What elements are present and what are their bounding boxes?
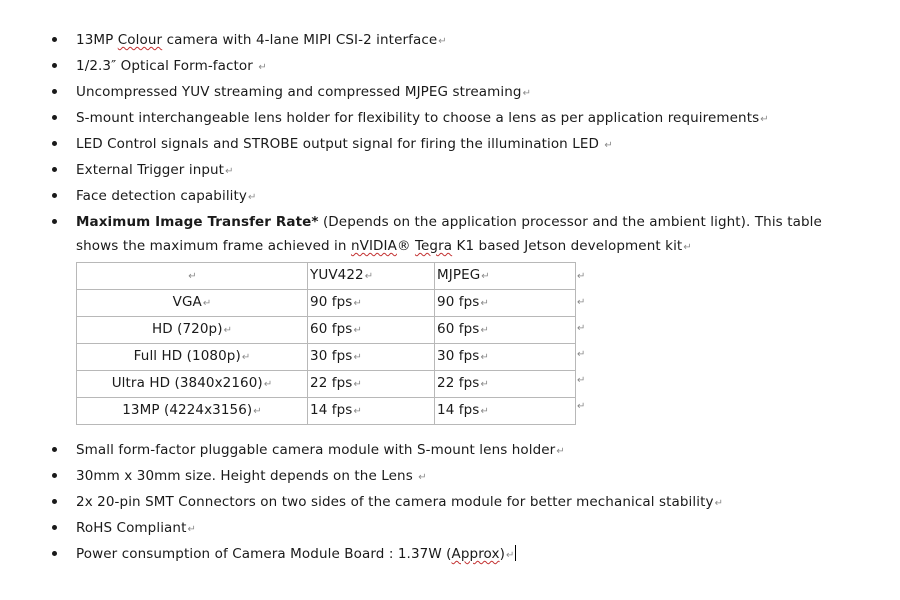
bullet-icon (52, 219, 57, 224)
row-end-mark (576, 392, 585, 418)
spellcheck-word: Colour (117, 32, 163, 48)
cell-text: MJPEG (437, 267, 481, 283)
table-cell (435, 317, 576, 344)
table-header-cell (77, 263, 308, 290)
spellcheck-word: Approx (451, 546, 500, 562)
table-row (77, 398, 576, 425)
table-row-label (77, 290, 308, 317)
list-item-text: Face detection capability (76, 188, 248, 204)
row-end-mark (576, 340, 585, 366)
bullet-icon (52, 551, 57, 556)
table-header-cell (308, 263, 435, 290)
paragraph-mark: ↵ (577, 323, 586, 334)
table-row (77, 371, 576, 398)
paragraph-mark: ↵ (480, 298, 489, 309)
table-cell (308, 290, 435, 317)
list-item-text: Small form-factor pluggable camera module with S-mount lens holder (76, 442, 556, 458)
table-cell (308, 371, 435, 398)
list-item-text: 13MP (76, 32, 118, 48)
bullet-icon (52, 89, 57, 94)
paragraph-mark: ↵ (481, 271, 490, 282)
list-item-text: ® (396, 238, 415, 254)
table-header-cell (435, 263, 576, 290)
paragraph-mark: ↵ (418, 472, 427, 483)
list-item-text: ) (499, 546, 505, 562)
paragraph-mark: ↵ (577, 375, 586, 386)
paragraph-mark: ↵ (577, 401, 586, 412)
list-item (52, 464, 852, 490)
cell-text: Ultra HD (3840x2160) (111, 375, 263, 391)
spellcheck-word: nVIDIA (350, 238, 397, 254)
list-item (52, 438, 852, 464)
spellcheck-word: Tegra (414, 238, 453, 254)
list-item (52, 542, 852, 568)
list-item-text: LED Control signals and STROBE output signal for firing the illumination LED (76, 136, 604, 152)
paragraph-mark: ↵ (353, 325, 362, 336)
cell-text: 60 fps (437, 321, 480, 337)
row-end-mark (576, 262, 585, 288)
list-item-text: 1/2.3″ Optical Form-factor (76, 58, 258, 74)
bullet-icon (52, 115, 57, 120)
paragraph-mark: ↵ (353, 352, 362, 363)
paragraph-mark: ↵ (480, 406, 489, 417)
cell-text: Full HD (1080p) (133, 348, 241, 364)
table-row (77, 344, 576, 371)
list-item (52, 490, 852, 516)
paragraph-mark: ↵ (248, 192, 257, 203)
list-item (52, 132, 852, 158)
table-cell (308, 317, 435, 344)
row-end-mark (576, 366, 585, 392)
paragraph-mark: ↵ (253, 406, 262, 417)
paragraph-mark: ↵ (604, 140, 613, 151)
list-item-text: 2x 20-pin SMT Connectors on two sides of the camera module for better mechanical stability (76, 494, 714, 510)
table-row-label (77, 398, 308, 425)
paragraph-mark: ↵ (438, 36, 447, 47)
bullet-icon (52, 525, 57, 530)
table-cell (435, 344, 576, 371)
cell-text: VGA (172, 294, 202, 310)
paragraph-mark: ↵ (202, 298, 212, 309)
bullet-icon (52, 63, 57, 68)
bullet-icon (52, 499, 57, 504)
paragraph-mark: ↵ (480, 325, 489, 336)
list-item (52, 54, 852, 80)
feature-list-bottom (52, 438, 852, 568)
table-row-end-marks (576, 262, 585, 418)
table-row-label (77, 344, 308, 371)
cell-text: YUV422 (310, 267, 364, 283)
cell-text: 60 fps (310, 321, 353, 337)
table-cell (435, 398, 576, 425)
list-item-text: K1 based Jetson development kit (452, 238, 683, 254)
table-header-row (77, 263, 576, 290)
list-item (52, 80, 852, 106)
cell-text: HD (720p) (151, 321, 223, 337)
list-item-text: (Depends on the application processor and the ambient light). This table shows the maximum frame achieved in (76, 214, 822, 254)
transfer-rate-heading: Maximum Image Transfer Rate* (76, 214, 319, 230)
cell-text: 14 fps (310, 402, 353, 418)
table-cell (308, 344, 435, 371)
paragraph-mark: ↵ (480, 352, 489, 363)
table-cell (435, 371, 576, 398)
cell-text: 13MP (4224x3156) (122, 402, 253, 418)
text-cursor (515, 545, 516, 561)
list-item (52, 158, 852, 184)
bullet-icon (52, 141, 57, 146)
paragraph-mark: ↵ (263, 379, 273, 390)
table-row (77, 290, 576, 317)
cell-text: 90 fps (310, 294, 353, 310)
paragraph-mark: ↵ (522, 88, 532, 99)
paragraph-mark: ↵ (258, 62, 267, 73)
paragraph-mark: ↵ (577, 297, 586, 308)
list-item-text: Uncompressed YUV streaming and compressed MJPEG streaming (76, 84, 522, 100)
list-item-text: 30mm x 30mm size. Height depends on the Lens (76, 468, 418, 484)
paragraph-mark: ↵ (223, 325, 233, 336)
list-item (52, 28, 852, 54)
table-cell (308, 398, 435, 425)
table-row (77, 317, 576, 344)
bullet-icon (52, 447, 57, 452)
paragraph-mark: ↵ (353, 379, 362, 390)
table-cell (435, 290, 576, 317)
cell-text: 30 fps (437, 348, 480, 364)
frame-rate-table (76, 262, 576, 425)
list-item-text: RoHS Compliant (76, 520, 187, 536)
paragraph-mark: ↵ (577, 271, 586, 282)
cell-text: 30 fps (310, 348, 353, 364)
paragraph-mark: ↵ (188, 271, 197, 282)
paragraph-mark: ↵ (187, 524, 196, 535)
table-row-label (77, 371, 308, 398)
paragraph-mark: ↵ (364, 271, 374, 282)
list-item-text: S-mount interchangeable lens holder for flexibility to choose a lens as per application requirements (76, 110, 760, 126)
list-item (52, 516, 852, 542)
table-row-label (77, 317, 308, 344)
cell-text: 22 fps (437, 375, 480, 391)
row-end-mark (576, 314, 585, 340)
paragraph-mark: ↵ (714, 498, 724, 509)
paragraph-mark: ↵ (683, 242, 692, 253)
bullet-icon (52, 193, 57, 198)
paragraph-mark: ↵ (760, 114, 769, 125)
cell-text: 14 fps (437, 402, 480, 418)
list-item (52, 210, 852, 260)
bullet-icon (52, 167, 57, 172)
paragraph-mark: ↵ (353, 298, 362, 309)
list-item-text: External Trigger input (76, 162, 225, 178)
cell-text: 22 fps (310, 375, 353, 391)
paragraph-mark: ↵ (241, 352, 251, 363)
list-item-text: Power consumption of Camera Module Board : 1.37W ( (76, 546, 452, 562)
list-item-text: camera with 4-lane MIPI CSI-2 interface (162, 32, 438, 48)
paragraph-mark: ↵ (480, 379, 489, 390)
paragraph-mark: ↵ (225, 166, 234, 177)
paragraph-mark: ↵ (556, 446, 565, 457)
paragraph-mark: ↵ (577, 349, 586, 360)
bullet-icon (52, 473, 57, 478)
feature-list-top (52, 28, 852, 260)
list-item (52, 184, 852, 210)
row-end-mark (576, 288, 585, 314)
paragraph-mark: ↵ (505, 550, 515, 561)
list-item (52, 106, 852, 132)
paragraph-mark: ↵ (353, 406, 362, 417)
cell-text: 90 fps (437, 294, 480, 310)
bullet-icon (52, 37, 57, 42)
